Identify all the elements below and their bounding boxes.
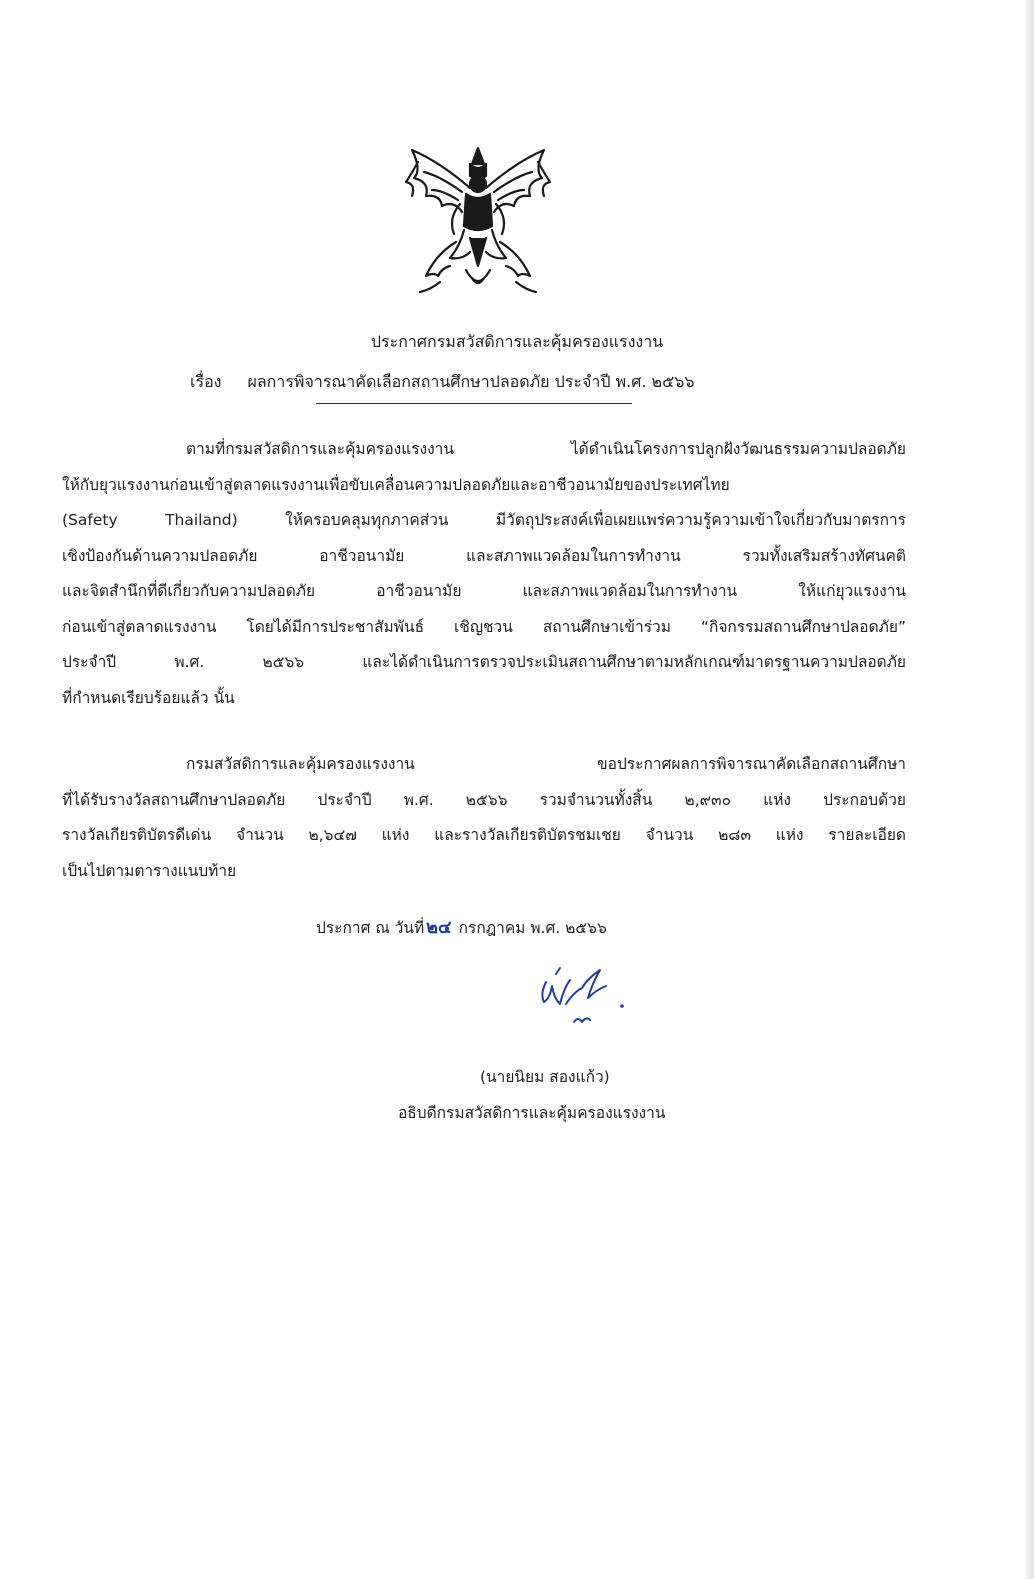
paragraph-line: เป็นไปตามตารางแนบท้าย	[62, 861, 237, 880]
paragraph-line: รางวัลเกียรติบัตรดีเด่น จำนวน ๒,๖๔๗ แห่ง และรางวัลเกียรติบัตรชมเชย จำนวน ๒๘๓ แห่ง รายละเอียด	[62, 826, 906, 844]
paragraph-line: (Safety Thailand) ให้ครอบคลุมทุกภาคส่วน มีวัตถุประสงค์เพื่อเผยแพร่ความรู้ความเข้าใจเกี่ยวกับมาตรการ	[62, 511, 906, 529]
paragraph-line: ประจำปี พ.ศ. ๒๕๖๖ และได้ดำเนินการตรวจประเมินสถานศึกษาตามหลักเกณฑ์มาตรฐานความปลอดภัย	[62, 653, 906, 671]
announcement-subject-line	[190, 370, 695, 395]
subject-text: ผลการพิจารณาคัดเลือกสถานศึกษาปลอดภัย ประจำปี พ.ศ. ๒๕๖๖	[247, 372, 695, 391]
paragraph-line: ที่กำหนดเรียบร้อยแล้ว นั้น	[62, 688, 235, 707]
subject-label: เรื่อง	[190, 372, 222, 391]
date-day: ๒๔	[426, 917, 452, 938]
date-month-year: กรกฎาคม พ.ศ. ๒๕๖๖	[458, 919, 607, 937]
title-divider	[316, 403, 632, 404]
paragraph-1	[62, 432, 906, 716]
signature-mark	[530, 958, 640, 1038]
date-prefix: ประกาศ ณ วันที่	[316, 919, 425, 937]
paragraph-line: และจิตสำนึกที่ดีเกี่ยวกับความปลอดภัย อาชีวอนามัย และสภาพแวดล้อมในการทำงาน ให้แก่ยุวแรงงาน	[62, 582, 906, 600]
signer-name: (นายนิยม สองแก้ว)	[480, 1068, 610, 1086]
paragraph-line: ให้กับยุวแรงงานก่อนเข้าสู่ตลาดแรงงานเพื่อขับเคลื่อนความปลอดภัยและอาชีวอนามัยของประเทศไทย	[62, 475, 730, 494]
announcement-title: ประกาศกรมสวัสดิการและคุ้มครองแรงงาน	[370, 332, 664, 351]
garuda-emblem-icon	[400, 142, 556, 302]
paragraph-2	[62, 747, 906, 889]
paragraph-line: ที่ได้รับรางวัลสถานศึกษาปลอดภัย ประจำปี พ.ศ. ๒๕๖๖ รวมจำนวนทั้งสิ้น ๒,๙๓๐ แห่ง ประกอบด้วย	[62, 790, 906, 809]
paragraph-line: กรมสวัสดิการและคุ้มครองแรงงาน ขอประกาศผลการพิจารณาคัดเลือกสถานศึกษา	[186, 755, 906, 773]
paragraph-line: ตามที่กรมสวัสดิการและคุ้มครองแรงงาน ได้ดำเนินโครงการปลูกฝังวัฒนธรรมความปลอดภัย	[186, 440, 906, 458]
announcement-date	[316, 912, 607, 941]
paragraph-line: ก่อนเข้าสู่ตลาดแรงงาน โดยได้มีการประชาสัมพันธ์ เชิญชวน สถานศึกษาเข้าร่วม “กิจกรรมสถานศึกษาปลอดภัย”	[62, 617, 906, 636]
page-edge	[1026, 0, 1034, 1579]
paragraph-line: เชิงป้องกันด้านความปลอดภัย อาชีวอนามัย และสภาพแวดล้อมในการทำงาน รวมทั้งเสริมสร้างทัศนคติ	[62, 546, 906, 565]
signer-position: อธิบดีกรมสวัสดิการและคุ้มครองแรงงาน	[398, 1104, 666, 1122]
